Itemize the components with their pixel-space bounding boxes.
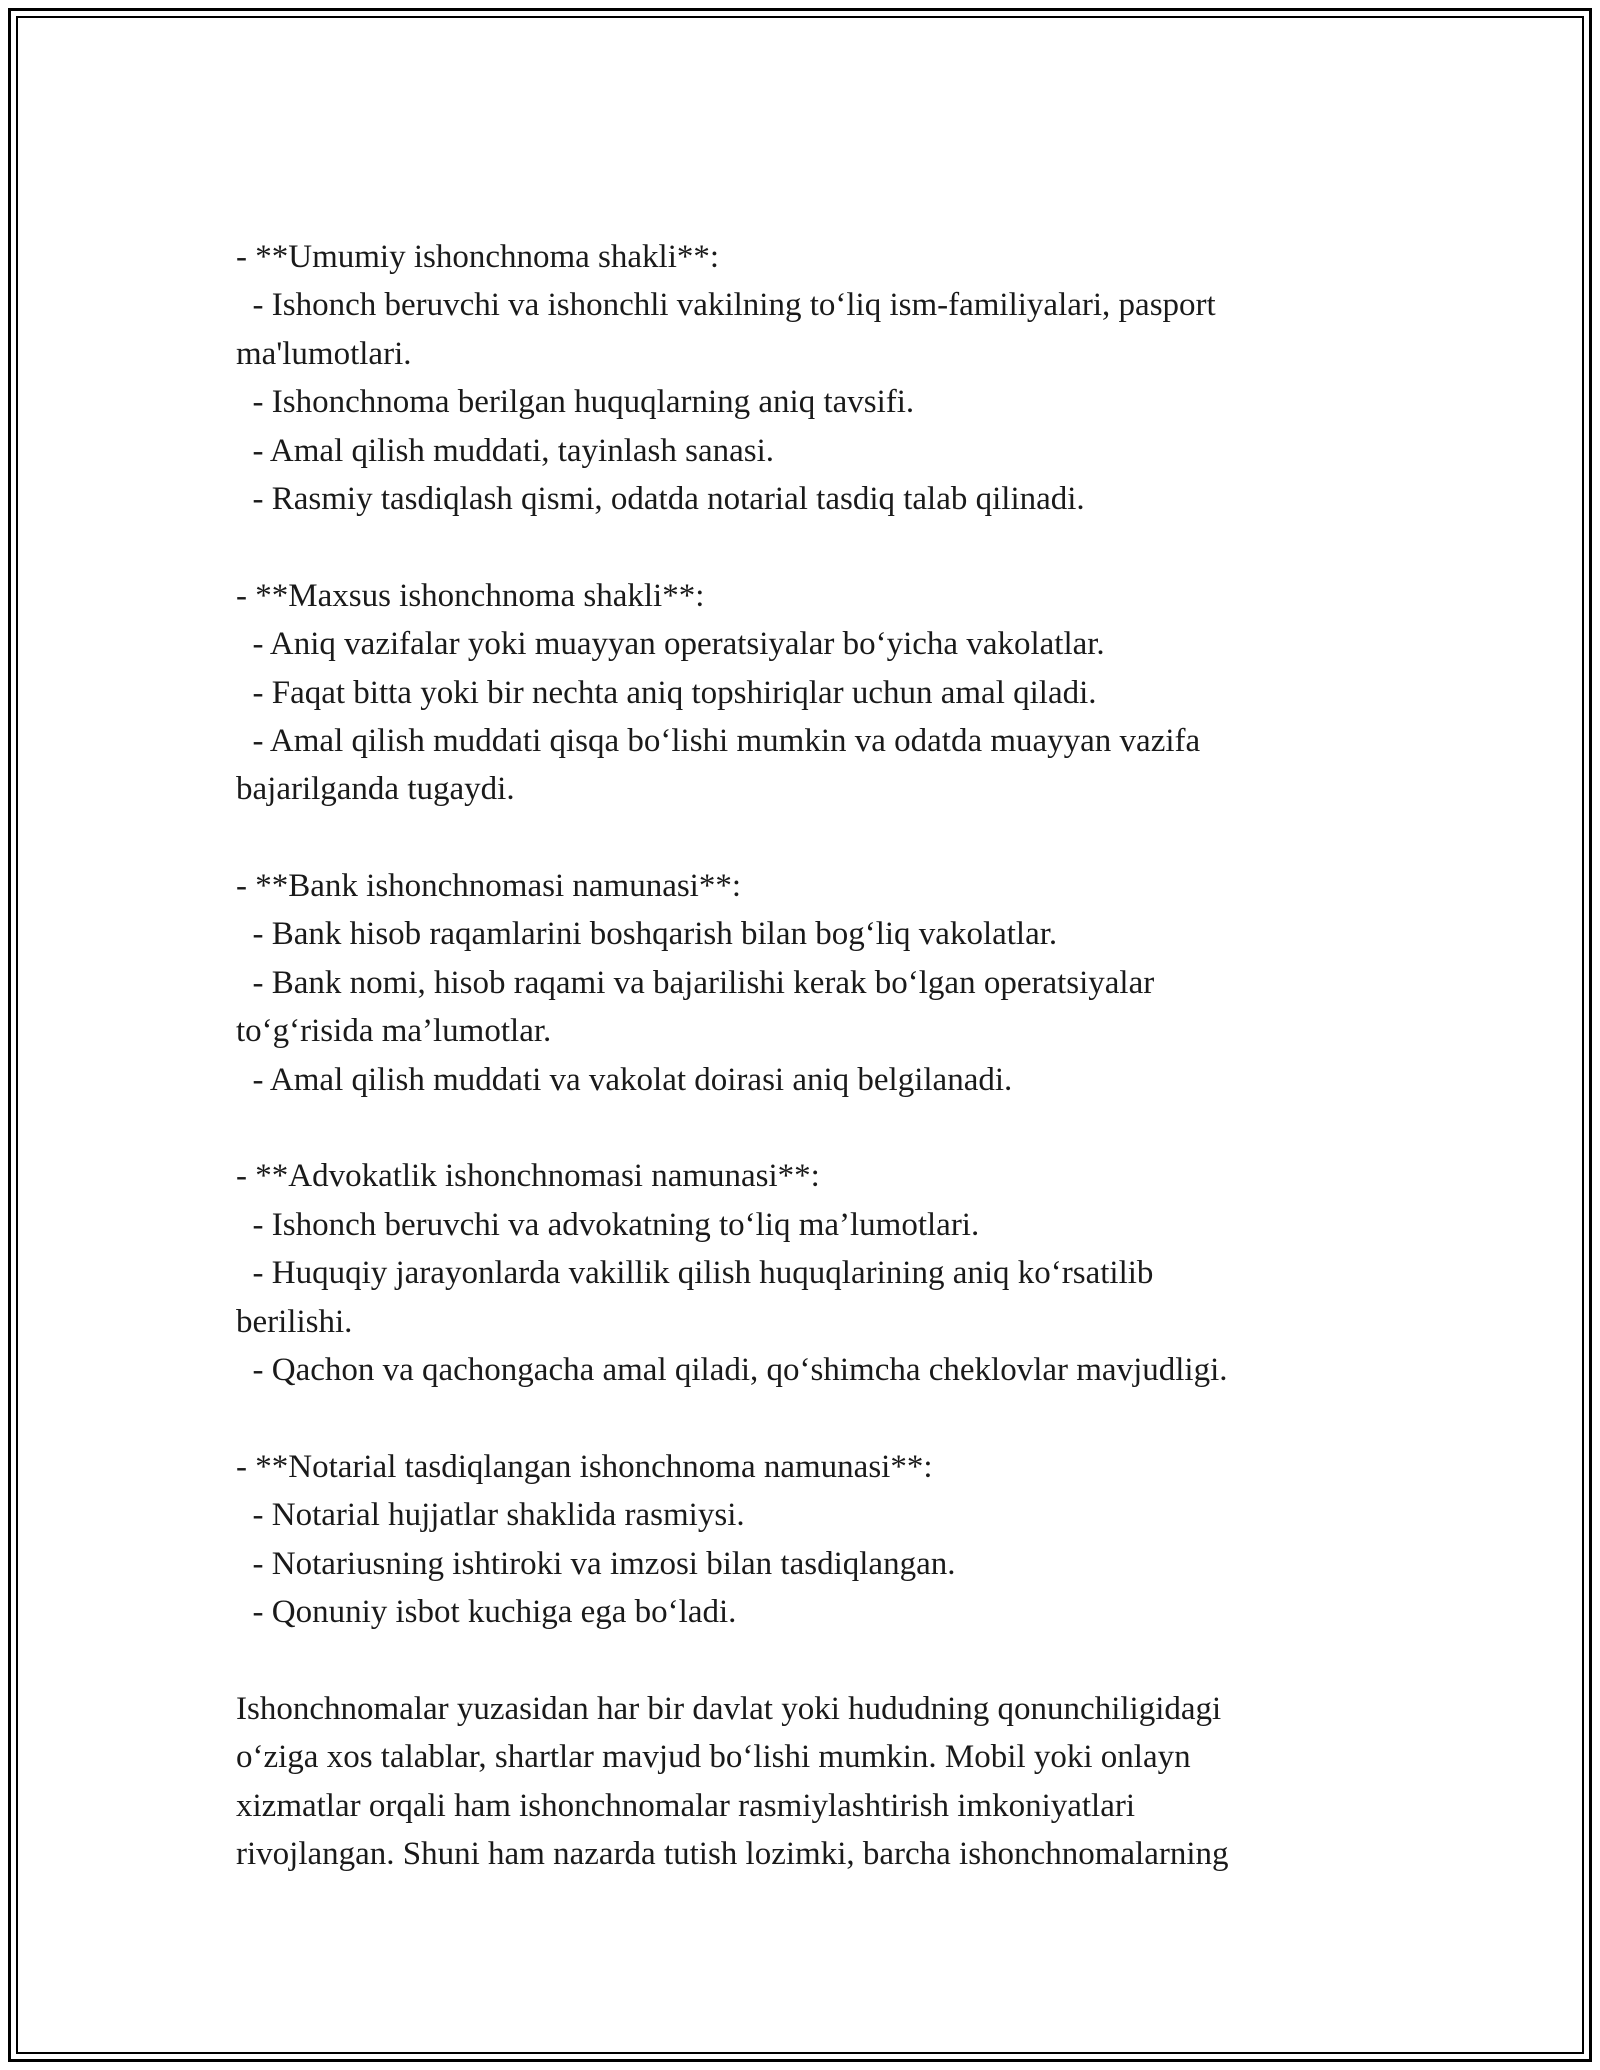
document-body bbox=[236, 233, 1386, 1878]
text-line: to‘g‘risida ma’lumotlar. bbox=[236, 1013, 552, 1050]
text-line: - Amal qilish muddati, tayinlash sanasi. bbox=[236, 432, 775, 469]
text-line: - Qonuniy isbot kuchiga ega bo‘ladi. bbox=[236, 1593, 737, 1630]
blank-line bbox=[236, 1104, 1386, 1152]
text-line: - Ishonch beruvchi va ishonchli vakilning to‘liq ism-familiyalari, pasport bbox=[236, 287, 1216, 324]
text-line: - Ishonchnoma berilgan huquqlarning aniq tavsifi. bbox=[236, 384, 915, 421]
text-line: - **Maxsus ishonchnoma shakli**: bbox=[236, 577, 705, 614]
text-line: - Faqat bitta yoki bir nechta aniq topshiriqlar uchun amal qiladi. bbox=[236, 674, 1097, 711]
text-line: berilishi. bbox=[236, 1303, 353, 1340]
text-line: - **Notarial tasdiqlangan ishonchnoma namunasi**: bbox=[236, 1448, 933, 1485]
text-line: - **Advokatlik ishonchnomasi namunasi**: bbox=[236, 1158, 820, 1195]
text-line: - **Umumiy ishonchnoma shakli**: bbox=[236, 239, 720, 275]
blank-line bbox=[236, 814, 1386, 862]
text-line: - Rasmiy tasdiqlash qismi, odatda notarial tasdiq talab qilinadi. bbox=[236, 480, 1085, 517]
blank-line bbox=[236, 1636, 1386, 1684]
text-line: o‘ziga xos talablar, shartlar mavjud bo‘lishi mumkin. Mobil yoki onlayn bbox=[236, 1739, 1191, 1776]
text-line: - Qachon va qachongacha amal qiladi, qo‘shimcha cheklovlar mavjudligi. bbox=[236, 1351, 1228, 1388]
text-line: - Amal qilish muddati va vakolat doirasi aniq belgilanadi. bbox=[236, 1061, 1013, 1098]
text-line: - Huquqiy jarayonlarda vakillik qilish huquqlarining aniq ko‘rsatilib bbox=[236, 1255, 1154, 1292]
text-line: bajarilganda tugaydi. bbox=[236, 771, 515, 808]
text-line: - Notarial hujjatlar shaklida rasmiysi. bbox=[236, 1497, 745, 1534]
text-line: - **Bank ishonchnomasi namunasi**: bbox=[236, 868, 742, 905]
text-line: - Bank nomi, hisob raqami va bajarilishi kerak bo‘lgan operatsiyalar bbox=[236, 964, 1155, 1001]
text-line: Ishonchnomalar yuzasidan har bir davlat yoki hududning qonunchiligidagi bbox=[236, 1690, 1222, 1727]
text-line: - Notariusning ishtiroki va imzosi bilan tasdiqlangan. bbox=[236, 1545, 956, 1582]
text-line: ma'lumotlari. bbox=[236, 335, 412, 372]
blank-line bbox=[236, 1394, 1386, 1442]
text-line: xizmatlar orqali ham ishonchnomalar rasmiylashtirish imkoniyatlari bbox=[236, 1787, 1136, 1824]
text-line: - Ishonch beruvchi va advokatning to‘liq ma’lumotlari. bbox=[236, 1206, 980, 1243]
text-line: - Bank hisob raqamlarini boshqarish bilan bog‘liq vakolatlar. bbox=[236, 916, 1058, 953]
text-line: - Aniq vazifalar yoki muayyan operatsiyalar bo‘yicha vakolatlar. bbox=[236, 626, 1105, 663]
text-line: rivojlangan. Shuni ham nazarda tutish lozimki, barcha ishonchnomalarning bbox=[236, 1835, 1229, 1872]
blank-line bbox=[236, 523, 1386, 571]
text-line: - Amal qilish muddati qisqa bo‘lishi mumkin va odatda muayyan vazifa bbox=[236, 722, 1201, 759]
